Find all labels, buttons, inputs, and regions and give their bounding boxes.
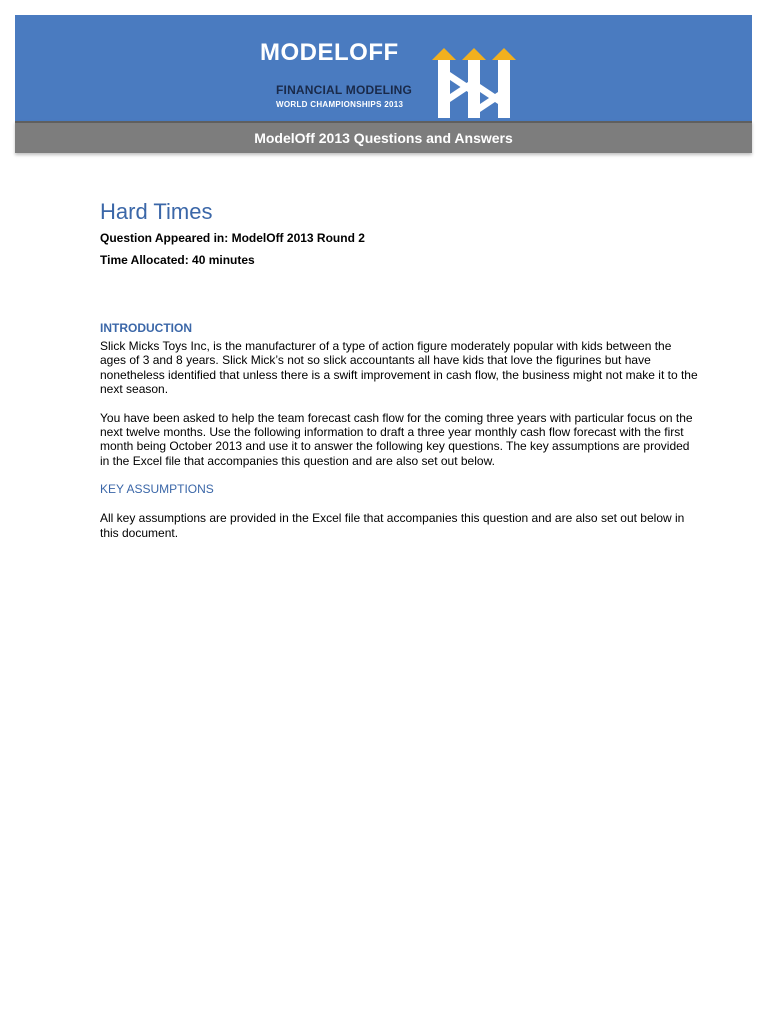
modeloff-logo [260,39,530,121]
logo-tagline: WORLD CHAMPIONSHIPS 2013 [276,100,404,109]
key-assumptions-paragraph: All key assumptions are provided in the Excel file that accompanies this question and are also set out below in this document. [100,511,685,540]
key-assumptions-heading: KEY ASSUMPTIONS [100,482,214,497]
logo-title: MODELOFF [260,39,399,66]
introduction-heading: INTRODUCTION [100,321,192,335]
intro-paragraph-1: Slick Micks Toys Inc, is the manufacturer of a type of action figure moderately popular with kids between the ages of 3 and 8 years. Slick Mick’s not so slick accountants all have kids that love the figurines but have nonetheless identified that unless there is a swift improvement in cash flow, the business might not make it to the next season. [100,339,698,397]
document-body [100,198,700,540]
header-banner [15,15,752,121]
logo-subtitle: FINANCIAL MODELING [276,83,413,97]
question-appeared: Question Appeared in: ModelOff 2013 Round 2 [100,231,365,245]
title-bar [15,121,752,153]
intro-paragraph-2: You have been asked to help the team forecast cash flow for the coming three years with particular focus on the next twelve months. Use the following information to draft a three year monthly cash flow forecast with the first month being October 2013 and use it to answer the following key questions. The key assumptions are provided in the Excel file that accompanies this question and are also set out below. [100,410,693,468]
logo-arrows-icon [430,44,520,120]
document-title: Hard Times [100,199,213,224]
title-bar-text: ModelOff 2013 Questions and Answers [254,130,513,146]
time-allocated: Time Allocated: 40 minutes [100,253,255,267]
